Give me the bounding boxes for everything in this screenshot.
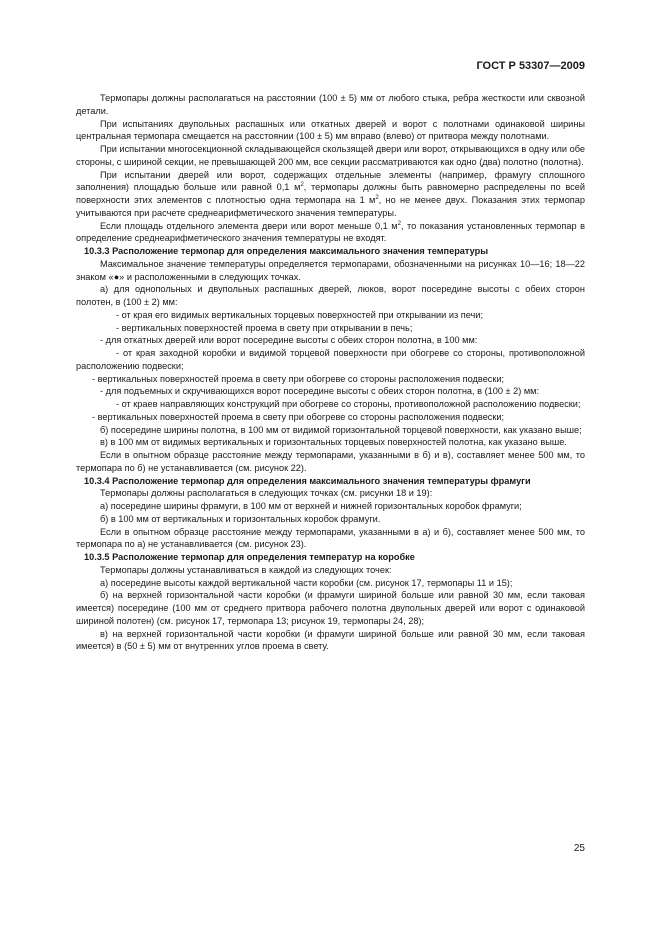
list-item: а) для однопольных и двупольных распашных дверей, люков, ворот посередине высоты с обеих сторон полотен, в (100 ± 2) мм: — [76, 284, 585, 307]
list-item: б) на верхней горизонтальной части коробки (и фрамуги шириной больше или равной 30 мм, если таковая имеется) посередине (100 мм от среднего притвора рабочего полотна двупольных дверей или ворот с одинаковой шириной полотен) (см. рисунок 17, термопара 13; рисунок 19, термопары 24, 28); — [76, 590, 585, 626]
paragraph: При испытании многосекционной складывающейся скользящей двери или ворот, открывающихся в одну или обе стороны, с шириной секции, не превышающей 200 мм, все секции рассматриваются как одно (два) полотно (полотна). — [76, 144, 585, 167]
list-item: - вертикальных поверхностей проема в свету при обогреве со стороны расположения подвески; — [92, 411, 505, 422]
paragraph: Термопары должны устанавливаться в каждой из следующих точек: — [100, 564, 392, 575]
paragraph: При испытаниях двупольных распашных или откатных дверей и ворот с полотнами одинаковой ширины центральная термопара смещается на расстоянии (100 ± 5) мм вправо (влево) от притвора между полотнами. — [76, 118, 585, 142]
paragraph: Максимальное значение температуры определяется термопарами, обозначенными на рисунках 10—16; 18—22 знаком «●» и расположенными в следующих точках. — [76, 258, 585, 282]
document-body — [76, 92, 585, 653]
list-item: в) в 100 мм от видимых вертикальных и горизонтальных торцевых поверхностей полотна, как указано выше. — [100, 437, 567, 448]
list-item: - для подъемных и скручивающихся ворот посередине высоты с обеих сторон полотна, в (100 ± 2) мм: — [100, 386, 540, 397]
page-number: 25 — [573, 843, 585, 854]
list-item: б) посередине ширины полотна, в 100 мм от видимой горизонтальной торцевой поверхности, как указано выше; — [100, 424, 582, 435]
document-standard-code: ГОСТ Р 53307—2009 — [476, 60, 585, 72]
list-item: - вертикальных поверхностей проема в свету при открывании в печь; — [116, 322, 413, 333]
section-heading-10-3-3: 10.3.3 Расположение термопар для определения максимального значения температуры — [84, 246, 489, 256]
list-item: - для откатных дверей или ворот посередине высоты с обеих сторон полотна, в 100 мм: — [100, 335, 478, 346]
list-item: б) в 100 мм от вертикальных и горизонтальных коробок фрамуги. — [100, 513, 381, 524]
paragraph: При испытании дверей или ворот, содержащих отдельные элементы (например, фрамугу сплошного заполнения) площадью больше или равной 0,1 $м^2$, термопары должны быть равномерно распределены по всей поверхности этих элементов с плотностью одна термопара на 1 $м^2$, но не менее двух. Показания этих термопар учитываются при расчете среднеарифметического значения температуры. — [76, 169, 585, 218]
section-heading-10-3-4: 10.3.4 Расположение термопар для определения максимального значения температуры фрамуги — [84, 475, 531, 486]
paragraph: Термопары должны располагаться в следующих точках (см. рисунки 18 и 19): — [100, 488, 433, 499]
list-item: а) посередине ширины фрамуги, в 100 мм от верхней и нижней горизонтальных коробок фрамуги; — [100, 501, 522, 511]
list-item: - от края его видимых вертикальных торцевых поверхностей при открывании из печи; — [116, 309, 483, 320]
list-item: в) на верхней горизонтальной части коробки (и фрамуги шириной больше или равной 30 мм, если таковая имеется) в (50 ± 5) мм от внутренних углов проема в свету. — [76, 628, 585, 652]
list-item: - от краев направляющих конструкций при обогреве со стороны, противоположной расположению подвески; — [116, 399, 581, 409]
list-item: - от края заходной коробки и видимой торцевой поверхности при обогреве со стороны, противоположной расположению подвески; — [76, 348, 585, 371]
list-item: - вертикальных поверхностей проема в свету при обогреве со стороны расположения подвески; — [92, 373, 505, 384]
paragraph: Если площадь отдельного элемента двери или ворот меньше 0,1 $м^2$, то показания установленных термопар в определение среднеарифметического значения температуры не входят. — [76, 220, 585, 244]
paragraph: Если в опытном образце расстояние между термопарами, указанными в б) и в), составляет менее 500 мм, то термопара по б) не устанавливается (см. рисунок 22). — [76, 450, 585, 473]
list-item: а) посередине высоты каждой вертикальной части коробки (см. рисунок 17, термопары 11 и 15); — [100, 577, 513, 588]
paragraph: Термопары должны располагаться на расстоянии (100 ± 5) мм от любого стыка, ребра жесткости или сквозной детали. — [76, 93, 585, 116]
paragraph: Если в опытном образце расстояние между термопарами, указанными в а) и б), составляет менее 500 мм, то термопара по а) не устанавливается (см. рисунок 23). — [76, 526, 585, 550]
section-heading-10-3-5: 10.3.5 Расположение термопар для определения температур на коробке — [84, 552, 415, 562]
